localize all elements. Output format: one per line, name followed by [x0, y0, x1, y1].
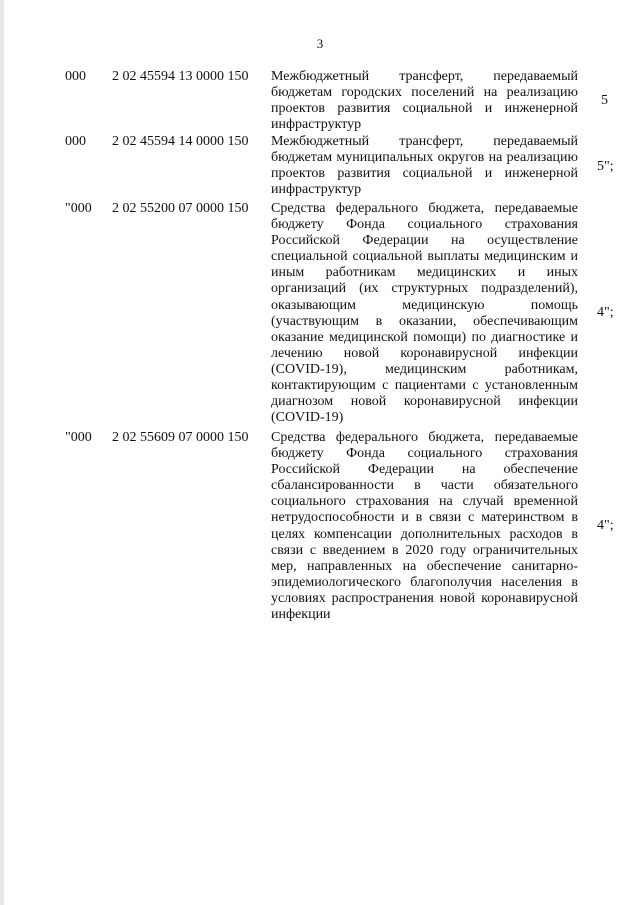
budget-classification-code: 2 02 55200 07 0000 150	[112, 201, 249, 216]
row-value: 4";	[597, 305, 614, 320]
page-number: 3	[316, 36, 324, 51]
budget-classification-code: 2 02 45594 13 0000 150	[112, 69, 249, 84]
admin-code: "000	[65, 201, 92, 216]
row-description: Средства федерального бюджета, передаваемые бюджету Фонда социального страхования Российской Федерации на осуществление специальной социальной выплаты медицинским и иным работникам медицинских и иных организаций (их структурных подразделений), оказывающим медицинскую помощь (участвующим в оказании, обеспечивающим оказание медицинской помощи) по диагностике и лечению новой коронавирусной инфекции (COVID-19), медицинским работникам, контактирующим с пациентами с установленным диагнозом новой коронавирусной инфекции (COVID-19)	[271, 201, 578, 426]
admin-code: 000	[65, 69, 86, 84]
row-value: 4";	[597, 518, 614, 533]
row-value: 5";	[597, 159, 614, 174]
scan-edge-shadow	[0, 0, 4, 905]
admin-code: "000	[65, 430, 92, 445]
row-value: 5	[601, 93, 608, 108]
row-description: Межбюджетный трансферт, передаваемый бюджетам городских поселений на реализацию проектов развития социальной и инженерной инфраструктур	[271, 69, 578, 133]
row-description: Межбюджетный трансферт, передаваемый бюджетам муниципальных округов на реализацию проектов развития социальной и инженерной инфраструктур	[271, 134, 578, 198]
budget-classification-code: 2 02 45594 14 0000 150	[112, 134, 249, 149]
row-description: Средства федерального бюджета, передаваемые бюджету Фонда социального страхования Российской Федерации на обеспечение сбалансированности в части обязательного социального страхования на случай временной нетрудоспособности и в связи с материнством в целях компенсации дополнительных расходов в связи с введением в 2020 году ограничительных мер, направленных на обеспечение санитарно-эпидемиологического благополучия населения в условиях распространения новой коронавирусной инфекции	[271, 430, 578, 623]
admin-code: 000	[65, 134, 86, 149]
budget-classification-code: 2 02 55609 07 0000 150	[112, 430, 249, 445]
